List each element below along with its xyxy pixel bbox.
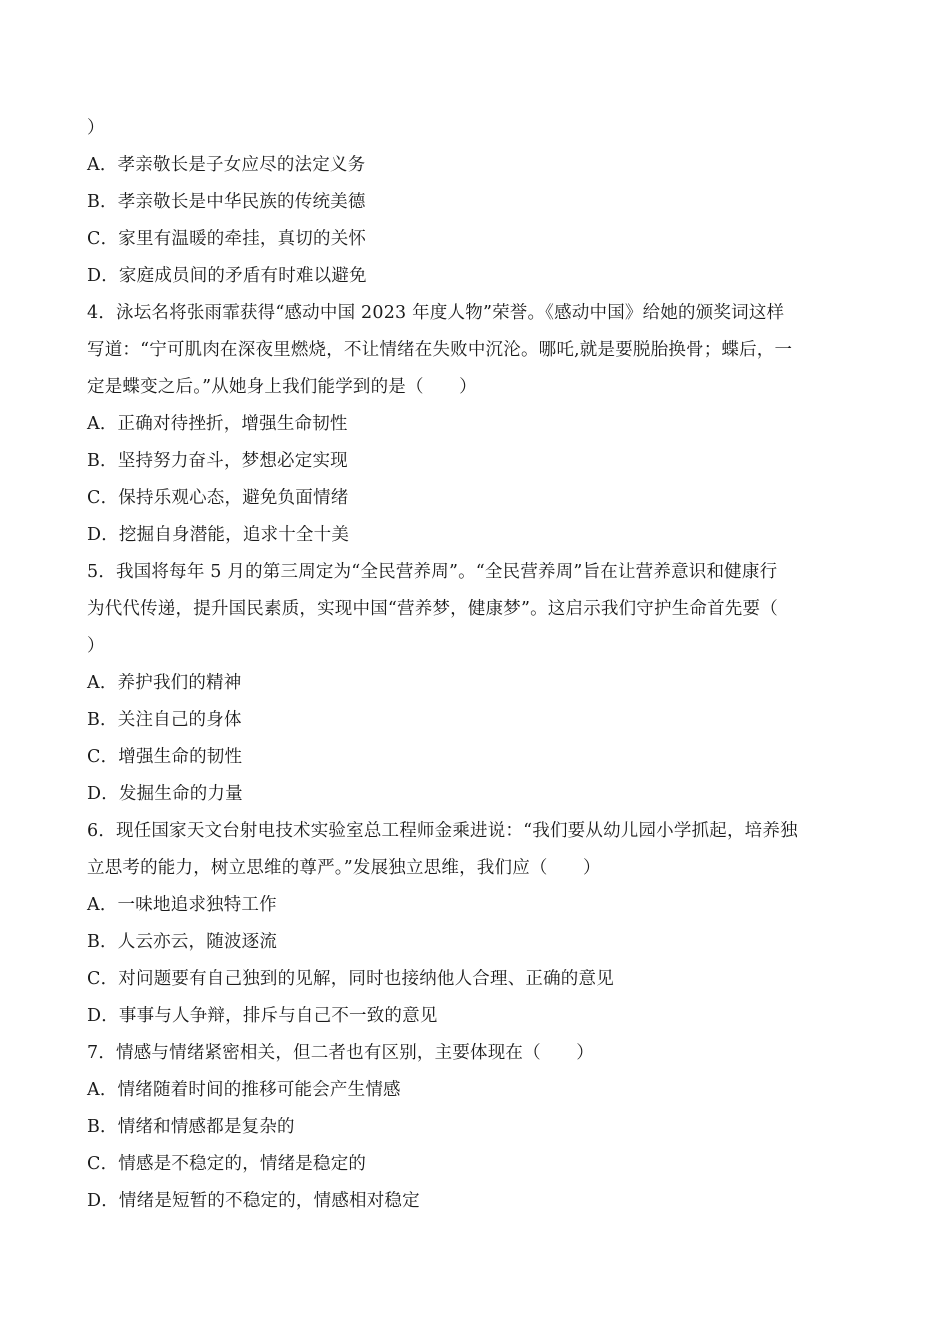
q4-stem-line-1: 4．泳坛名将张雨霏获得“感动中国 2023 年度人物”荣誉。《感动中国》给她的颁奖词这样 [87,303,785,323]
q4-stem-line-2: 写道：“宁可肌肉在深夜里燃烧，不让情绪在失败中沉沦。哪吒,就是要脱胎换骨；蝶后，一 [87,340,793,360]
q3-option-b: B．孝亲敬长是中华民族的传统美德 [87,192,366,212]
q5-option-d: D．发掘生命的力量 [87,784,243,804]
question-4 [87,295,865,554]
q7-option-a: A．情绪随着时间的推移可能会产生情感 [87,1080,401,1100]
question-5 [87,554,865,813]
q3-option-a: A．孝亲敬长是子女应尽的法定义务 [87,155,366,175]
q6-stem-line-1: 6．现任国家天文台射电技术实验室总工程师金乘进说：“我们要从幼儿园小学抓起，培养独 [87,821,798,841]
q5-stem-line-3: ） [87,636,105,656]
q3-option-c: C．家里有温暖的牵挂，真切的关怀 [87,229,367,249]
q4-option-a: A．正确对待挫折，增强生命韧性 [87,414,348,434]
q7-option-b: B．情绪和情感都是复杂的 [87,1117,295,1137]
q5-option-a: A．养护我们的精神 [87,673,242,693]
question-3-options [87,147,865,295]
q4-option-c: C．保持乐观心态，避免负面情绪 [87,488,349,508]
q6-option-a: A．一味地追求独特工作 [87,895,277,915]
q7-option-c: C．情感是不稳定的，情绪是稳定的 [87,1154,367,1174]
q7-stem-line-1: 7．情感与情绪紧密相关，但二者也有区别，主要体现在（ ） [87,1043,594,1063]
q5-stem-line-2: 为代代传递，提升国民素质，实现中国“营养梦，健康梦”。这启示我们守护生命首先要（ [87,599,778,619]
q5-option-c: C．增强生命的韧性 [87,747,243,767]
q5-option-b: B．关注自己的身体 [87,710,242,730]
question-7 [87,1035,865,1220]
q4-stem-line-3: 定是蝶变之后。”从她身上我们能学到的是（ ） [87,377,477,397]
q5-stem-line-1: 5．我国将每年 5 月的第三周定为“全民营养周”。“全民营养周”旨在让营养意识和健康行 [87,562,778,582]
q7-option-d: D．情绪是短暂的不稳定的，情感相对稳定 [87,1191,420,1211]
q3-option-d: D．家庭成员间的矛盾有时难以避免 [87,266,367,286]
q4-option-b: B．坚持努力奋斗，梦想必定实现 [87,451,348,471]
question-6 [87,813,865,1035]
q6-option-d: D．事事与人争辩，排斥与自己不一致的意见 [87,1006,438,1026]
q6-option-b: B．人云亦云，随波逐流 [87,932,278,952]
previous-question-closing-paren: ） [87,118,105,138]
q6-stem-line-2: 立思考的能力，树立思维的尊严。”发展独立思维，我们应（ ） [87,858,601,878]
q4-option-d: D．挖掘自身潜能，追求十全十美 [87,525,350,545]
q6-option-c: C．对问题要有自己独到的见解，同时也接纳他人合理、正确的意见 [87,969,614,989]
document-page [87,110,865,1220]
